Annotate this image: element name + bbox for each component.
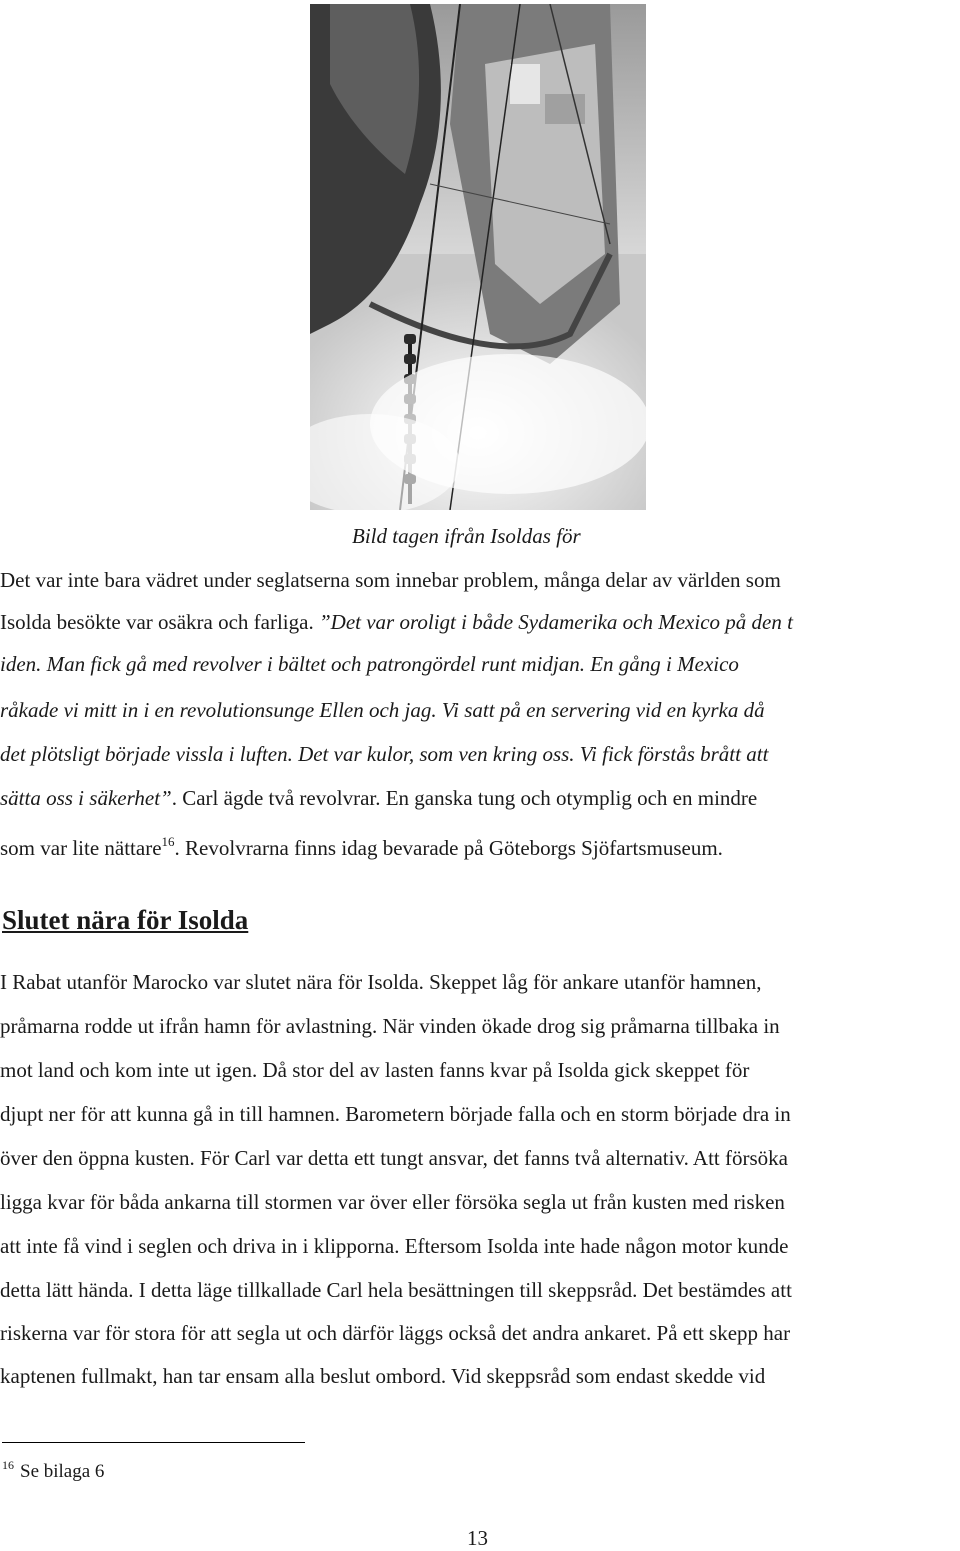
footnote-text: Se bilaga 6 — [20, 1461, 105, 1482]
ship-photo — [310, 4, 646, 510]
paragraph-line: riskerna var för stora för att segla ut och därför läggs också det andra ankaret. På ett skepp har — [0, 1321, 791, 1345]
footnote-divider — [2, 1442, 305, 1443]
section-heading: Slutet nära för Isolda — [2, 905, 249, 935]
paragraph-line: kaptenen fullmakt, han tar ensam alla beslut ombord. Vid skeppsråd som endast skedde vid — [0, 1364, 766, 1388]
text-span: som var lite nättare — [0, 836, 162, 860]
paragraph-line — [0, 609, 793, 635]
text-span: . Revolvrarna finns idag bevarade på Göteborgs Sjöfartsmuseum. — [174, 836, 723, 860]
paragraph-line — [0, 785, 757, 811]
paragraph-line: ligga kvar för båda ankarna till stormen var över eller försöka segla ut från kusten med risken — [0, 1190, 785, 1214]
quote-line: iden. Man fick gå med revolver i bältet och patrongördel runt midjan. En gång i Mexico — [0, 652, 739, 676]
quote-line: råkade vi mitt in i en revolutionsunge Ellen och jag. Vi satt på en servering vid en kyrka då — [0, 698, 765, 722]
paragraph-line: att inte få vind i seglen och driva in i klipporna. Eftersom Isolda inte hade någon motor kunde — [0, 1234, 789, 1258]
text-span: . Carl ägde två revolvrar. En ganska tung och otymplig och en mindre — [171, 786, 758, 810]
text-span: Isolda besökte var osäkra och farliga. — [0, 610, 319, 634]
paragraph-line: över den öppna kusten. För Carl var detta ett tungt ansvar, det fanns två alternativ. Att försöka — [0, 1146, 788, 1170]
sailing-ship-photo-icon — [310, 4, 646, 510]
paragraph-line: Det var inte bara vädret under seglatserna som innebar problem, många delar av världen som — [0, 568, 781, 592]
quote-span: ”Det var oroligt i både Sydamerika och Mexico på den t — [318, 610, 793, 634]
paragraph-line: I Rabat utanför Marocko var slutet nära för Isolda. Skeppet låg för ankare utanför hamnen, — [0, 970, 762, 994]
paragraph-line: djupt ner för att kunna gå in till hamnen. Barometern började falla och en storm började dra in — [0, 1102, 791, 1126]
paragraph-line: mot land och kom inte ut igen. Då stor del av lasten fanns kvar på Isolda gick skeppet för — [0, 1058, 750, 1082]
footnote-ref[interactable]: 16 — [161, 834, 175, 849]
footnote-number: 16 — [2, 1458, 14, 1472]
photo-caption: Bild tagen ifrån Isoldas för — [352, 524, 581, 548]
quote-span: sätta oss i säkerhet” — [0, 786, 172, 810]
page-number: 13 — [467, 1526, 488, 1550]
paragraph-line: detta lätt hända. I detta läge tillkallade Carl hela besättningen till skeppsråd. Det bestämdes att — [0, 1278, 792, 1302]
footnote — [2, 1458, 104, 1483]
quote-line: det plötsligt började vissla i luften. Det var kulor, som ven kring oss. Vi fick förstås brått att — [0, 742, 769, 766]
paragraph-line: pråmarna rodde ut ifrån hamn för avlastning. När vinden ökade drog sig pråmarna tillbaka in — [0, 1014, 780, 1038]
paragraph-line — [0, 829, 723, 861]
